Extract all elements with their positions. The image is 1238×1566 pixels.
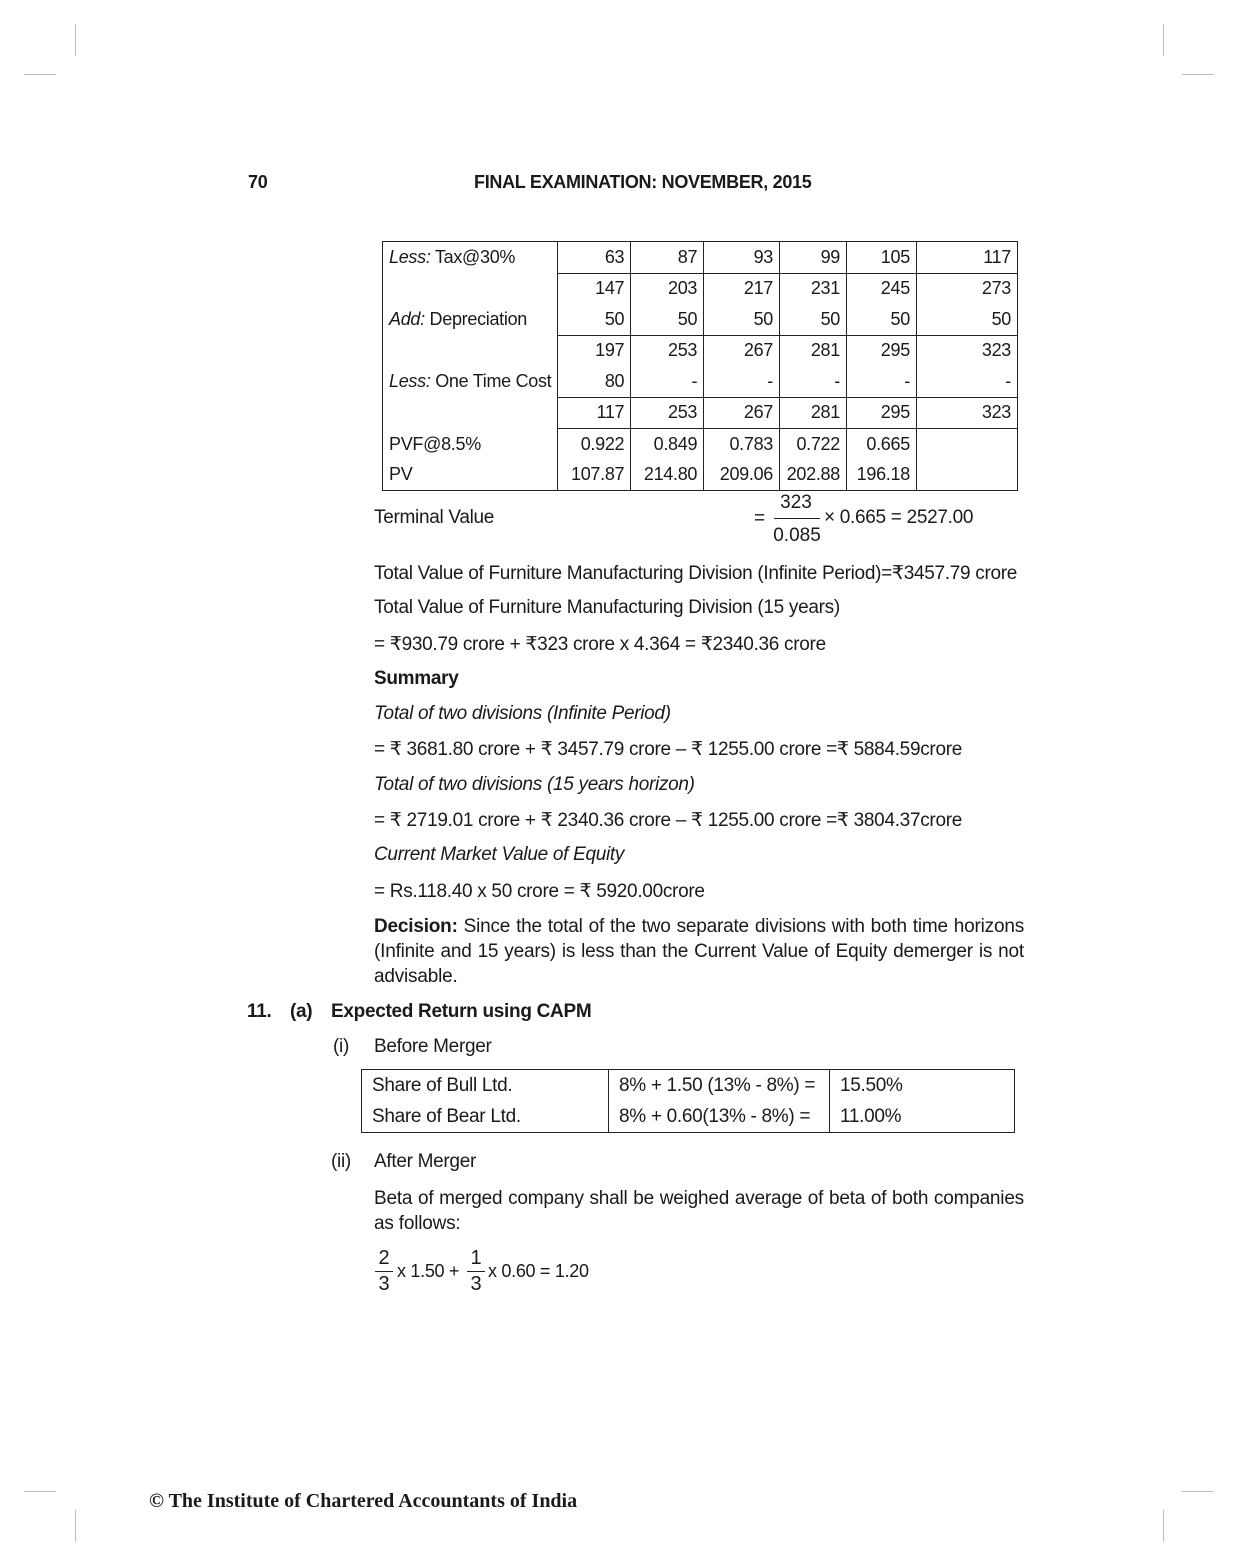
cashflow-cell: 196.18	[846, 460, 916, 491]
crop-mark-bottom-left-h	[24, 1491, 56, 1492]
cashflow-cell: 0.849	[631, 429, 704, 460]
cashflow-row-label-prefix: Add:	[389, 309, 425, 329]
cashflow-cell: 267	[704, 397, 780, 429]
terminal-value-numerator: 323	[780, 492, 812, 513]
beta-fraction2-denominator: 3	[470, 1273, 482, 1295]
cashflow-cell: 253	[631, 335, 704, 366]
cashflow-row	[383, 397, 1018, 429]
cashflow-cell: 245	[846, 273, 916, 304]
cashflow-cell: 50	[558, 304, 631, 335]
terminal-value-equals: =	[754, 508, 765, 529]
cashflow-row-label-text: PV	[389, 464, 413, 485]
cashflow-cell	[916, 460, 1017, 491]
capm-table	[361, 1069, 1015, 1133]
total-15-line: Total Value of Furniture Manufacturing Division (15 years)	[374, 597, 840, 618]
cashflow-cell: 295	[846, 335, 916, 366]
cashflow-cell: 117	[558, 397, 631, 429]
capm-row	[362, 1070, 1015, 1102]
cashflow-cell	[916, 429, 1017, 460]
decision-text: Since the total of the two separate divisions with both time horizons (Infinite and 15 years) is less than the Current Value of Equity demerger is not advisable.	[374, 916, 1024, 987]
cashflow-cell: 50	[846, 304, 916, 335]
cashflow-cell: 0.783	[704, 429, 780, 460]
two-div-inf-calc: = ₹ 3681.80 crore + ₹ 3457.79 crore – ₹ 1255.00 crore =₹ 5884.59crore	[374, 739, 963, 760]
capm-result-cell: 11.00%	[840, 1105, 902, 1127]
cashflow-cell: 281	[780, 397, 847, 429]
terminal-value-label: Terminal Value	[374, 507, 495, 528]
capm-formula-cell: 8% + 1.50 (13% - 8%) =	[609, 1070, 830, 1102]
cashflow-cell: 50	[631, 304, 704, 335]
cashflow-cell: 281	[780, 335, 847, 366]
cashflow-cell: 273	[916, 273, 1017, 304]
crop-mark-top-left-h	[24, 74, 56, 75]
cashflow-row-label	[383, 304, 558, 335]
cashflow-table	[382, 241, 1018, 491]
terminal-value-denominator: 0.085	[773, 525, 821, 546]
sub-i-number: (i)	[333, 1036, 349, 1057]
beta-part2: x 0.60 = 1.20	[488, 1261, 589, 1281]
cashflow-cell: 0.665	[846, 429, 916, 460]
cashflow-cell: -	[631, 366, 704, 397]
cashflow-row-label-text: PVF@8.5%	[389, 433, 481, 454]
capm-row	[362, 1101, 1015, 1133]
total-infinite-line: Total Value of Furniture Manufacturing Division (Infinite Period)=₹3457.79 crore	[374, 563, 1018, 584]
cashflow-cell: 105	[846, 242, 916, 274]
total-15-calc: = ₹930.79 crore + ₹323 crore x 4.364 = ₹2340.36 crore	[374, 634, 826, 655]
cashflow-row	[383, 242, 1018, 274]
cashflow-cell: 99	[780, 242, 847, 274]
sub-i-heading: Before Merger	[374, 1036, 492, 1057]
sub-ii-number: (ii)	[331, 1151, 351, 1172]
two-div-15-heading: Total of two divisions (15 years horizon)	[374, 774, 695, 795]
cashflow-cell: 80	[558, 366, 631, 397]
capm-result-cell: 15.50%	[840, 1074, 903, 1096]
crop-mark-top-left-v	[75, 24, 76, 56]
cashflow-row-label	[383, 429, 558, 460]
cashflow-cell: 50	[780, 304, 847, 335]
beta-fraction2-numerator: 1	[470, 1247, 482, 1269]
cashflow-cell: -	[846, 366, 916, 397]
cashflow-row-label-text: Depreciation	[424, 309, 528, 329]
summary-heading: Summary	[374, 668, 459, 689]
cashflow-cell: 323	[916, 335, 1017, 366]
crop-mark-top-right-h	[1182, 74, 1214, 75]
cashflow-row-label	[383, 397, 558, 429]
cashflow-cell: 63	[558, 242, 631, 274]
cmv-heading: Current Market Value of Equity	[374, 844, 625, 865]
cashflow-cell: 267	[704, 335, 780, 366]
crop-mark-bottom-right-h	[1182, 1491, 1214, 1492]
cashflow-cell: 323	[916, 397, 1017, 429]
page-number: 70	[248, 172, 268, 192]
beta-paragraph: Beta of merged company shall be weighed average of beta of both companies as follows:	[374, 1188, 1024, 1234]
page-title: FINAL EXAMINATION: NOVEMBER, 2015	[474, 172, 812, 192]
cashflow-row-label	[383, 335, 558, 366]
cashflow-row-label-prefix: Less:	[389, 371, 431, 391]
crop-mark-bottom-right-v	[1163, 1510, 1164, 1542]
cashflow-row	[383, 304, 1018, 335]
question-number: 11.	[247, 1001, 272, 1022]
beta-fraction1-numerator: 2	[378, 1247, 390, 1269]
capm-share-cell: Share of Bull Ltd.	[362, 1070, 609, 1102]
cashflow-cell: 209.06	[704, 460, 780, 491]
decision-label: Decision:	[374, 916, 458, 937]
cashflow-cell: 87	[631, 242, 704, 274]
terminal-value-fraction-bar	[774, 518, 820, 519]
cashflow-cell: 0.722	[780, 429, 847, 460]
cashflow-cell: 203	[631, 273, 704, 304]
capm-share-cell: Share of Bear Ltd.	[362, 1101, 609, 1133]
beta-fraction1-bar	[375, 1271, 393, 1272]
cashflow-row-label-prefix: Less:	[389, 247, 431, 267]
cashflow-cell: -	[916, 366, 1017, 397]
cashflow-cell: 295	[846, 397, 916, 429]
cashflow-cell: 50	[916, 304, 1017, 335]
footer-copyright: © The Institute of Chartered Accountants of India	[149, 1490, 578, 1512]
beta-part1: x 1.50 +	[397, 1261, 460, 1281]
cashflow-row-label	[383, 460, 558, 491]
sub-ii-heading: After Merger	[374, 1151, 476, 1172]
cashflow-row	[383, 366, 1018, 397]
cashflow-row-label-text: Tax@30%	[430, 247, 516, 267]
cashflow-row-label	[383, 366, 558, 397]
cashflow-cell: 202.88	[780, 460, 847, 491]
question-heading: Expected Return using CAPM	[331, 1001, 592, 1022]
cashflow-row-label	[383, 273, 558, 304]
cashflow-cell: 197	[558, 335, 631, 366]
cashflow-cell: 0.922	[558, 429, 631, 460]
two-div-inf-heading: Total of two divisions (Infinite Period)	[374, 703, 671, 724]
terminal-value-result: × 0.665 = 2527.00	[824, 507, 974, 528]
cashflow-cell: -	[780, 366, 847, 397]
cashflow-cell: 217	[704, 273, 780, 304]
cashflow-row	[383, 273, 1018, 304]
crop-mark-top-right-v	[1163, 24, 1164, 56]
cashflow-row-label	[383, 242, 558, 274]
question-part: (a)	[290, 1001, 313, 1022]
crop-mark-bottom-left-v	[75, 1510, 76, 1542]
cashflow-row	[383, 335, 1018, 366]
cashflow-cell: -	[704, 366, 780, 397]
cashflow-cell: 50	[704, 304, 780, 335]
two-div-15-calc: = ₹ 2719.01 crore + ₹ 2340.36 crore – ₹ 1255.00 crore =₹ 3804.37crore	[374, 810, 963, 831]
cashflow-cell: 93	[704, 242, 780, 274]
cashflow-cell: 214.80	[631, 460, 704, 491]
cashflow-cell: 253	[631, 397, 704, 429]
decision-paragraph	[374, 914, 1024, 989]
cashflow-cell: 231	[780, 273, 847, 304]
cmv-calc: = Rs.118.40 x 50 crore = ₹ 5920.00crore	[374, 881, 705, 902]
cashflow-row-label-text: One Time Cost	[430, 371, 552, 391]
cashflow-cell: 147	[558, 273, 631, 304]
capm-formula-cell: 8% + 0.60(13% - 8%) =	[609, 1101, 830, 1133]
cashflow-cell: 117	[916, 242, 1017, 274]
beta-fraction1-denominator: 3	[378, 1273, 390, 1295]
cashflow-row	[383, 429, 1018, 460]
cashflow-row	[383, 460, 1018, 491]
beta-fraction2-bar	[467, 1271, 485, 1272]
cashflow-cell: 107.87	[558, 460, 631, 491]
